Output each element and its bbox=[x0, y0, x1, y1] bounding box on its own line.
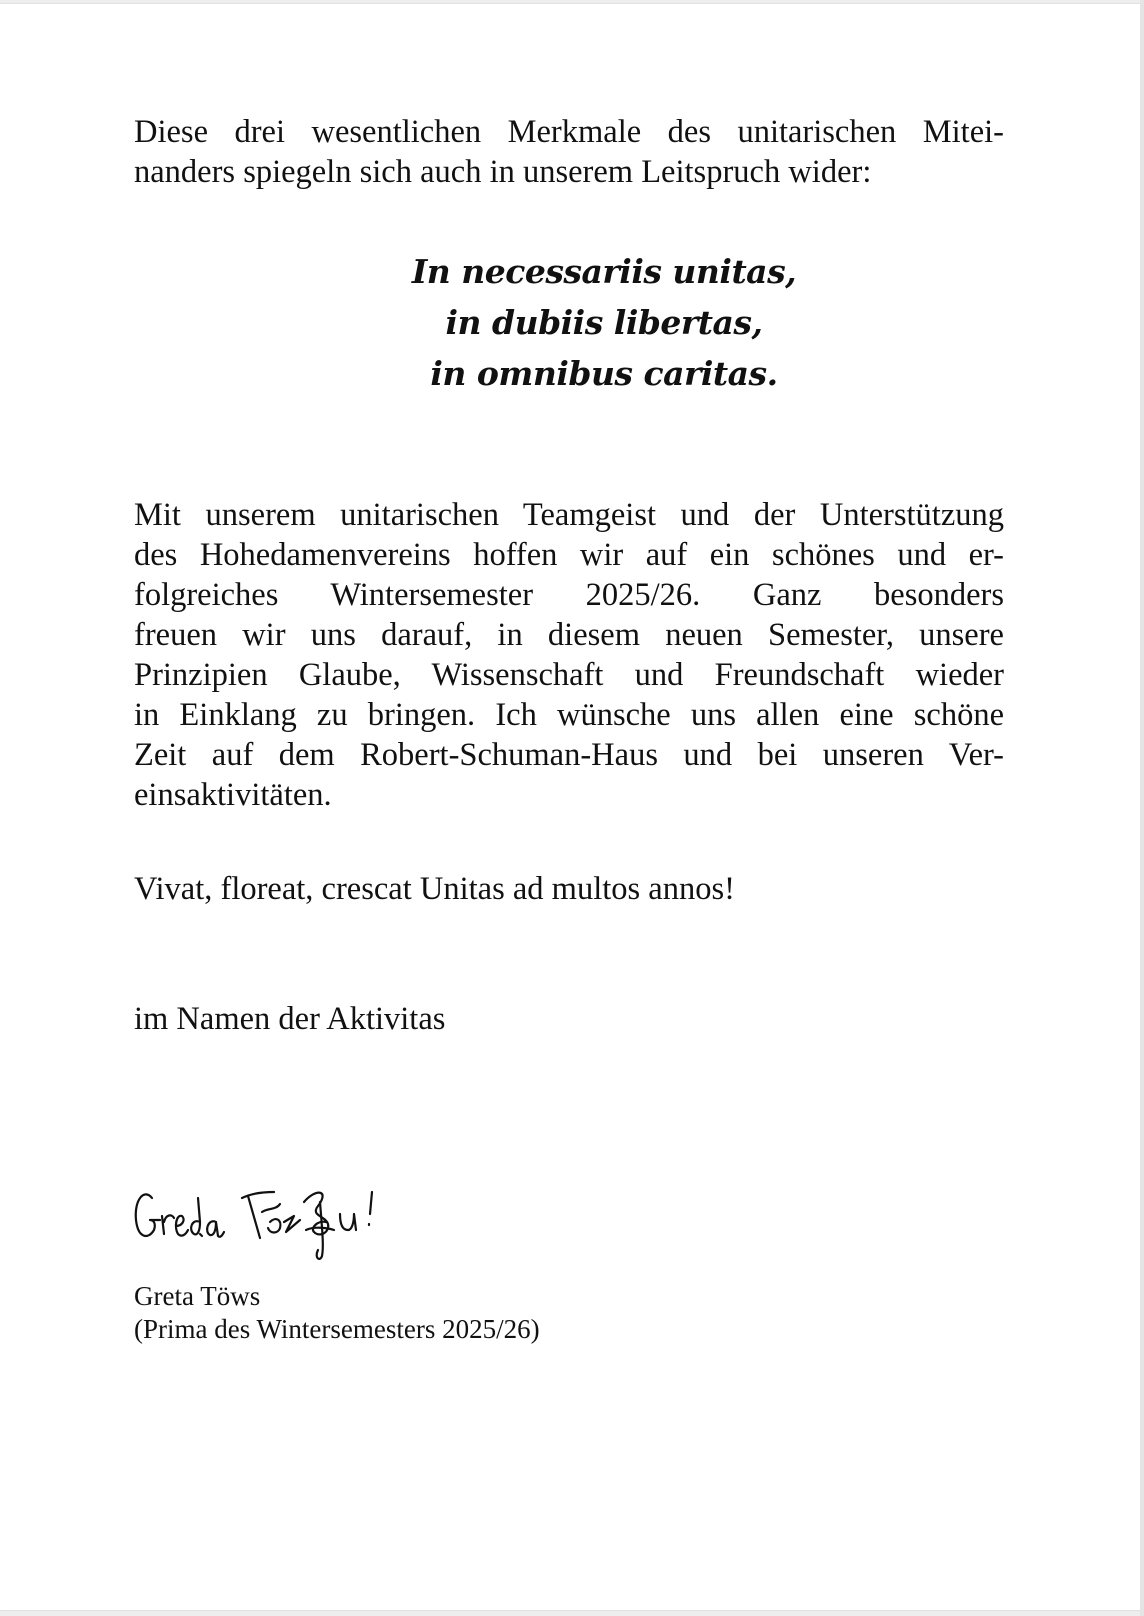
on-behalf-line: im Namen der Aktivitas bbox=[134, 1001, 446, 1037]
body-line: Zeit auf dem Robert-Schuman-Haus und bei unseren Ver- bbox=[134, 737, 1004, 773]
document-page bbox=[0, 4, 1140, 1610]
motto bbox=[134, 246, 1074, 399]
body-line: Mit unserem unitarischen Teamgeist und der Unterstützung bbox=[134, 497, 1004, 533]
body-paragraph bbox=[134, 495, 1004, 815]
intro-line: nanders spiegeln sich auch in unserem Leitspruch wider: bbox=[134, 154, 872, 190]
motto-line: in omnibus caritas. bbox=[430, 354, 778, 393]
body-line: des Hohedamenvereins hoffen wir auf ein schönes und er- bbox=[134, 537, 1004, 573]
signer-role: (Prima des Wintersemesters 2025/26) bbox=[134, 1314, 540, 1344]
body-line: einsaktivitäten. bbox=[134, 777, 332, 813]
vivat-line: Vivat, floreat, crescat Unitas ad multos annos! bbox=[134, 871, 735, 907]
letter-content bbox=[134, 112, 1004, 1344]
signer-block bbox=[134, 1280, 540, 1346]
body-line: freuen wir uns darauf, in diesem neuen Semester, unsere bbox=[134, 617, 1004, 653]
body-line: folgreiches Wintersemester 2025/26. Ganz besonders bbox=[134, 577, 1004, 613]
body-line: Prinzipien Glaube, Wissenschaft und Freundschaft wieder bbox=[134, 657, 1004, 693]
intro-line: Diese drei wesentlichen Merkmale des unitarischen Mitei- bbox=[134, 114, 1004, 150]
handwritten-signature bbox=[130, 1158, 400, 1268]
intro-paragraph bbox=[134, 112, 1004, 192]
signer-name: Greta Töws bbox=[134, 1281, 261, 1311]
body-line: in Einklang zu bringen. Ich wünsche uns allen eine schöne bbox=[134, 697, 1004, 733]
motto-line: In necessariis unitas, bbox=[411, 252, 797, 291]
page-edge bbox=[1140, 0, 1144, 1616]
motto-line: in dubiis libertas, bbox=[445, 303, 763, 342]
